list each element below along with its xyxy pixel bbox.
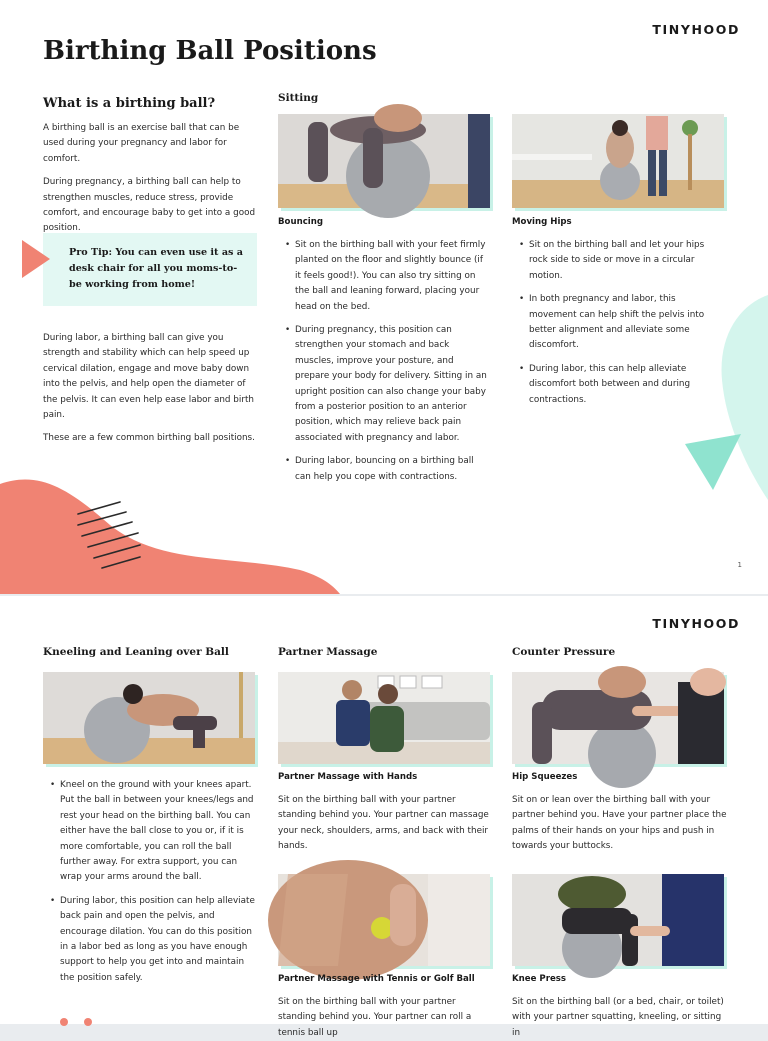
hip-squeezes-title: Hip Squeezes <box>512 772 578 782</box>
coral-accent-decoration <box>58 1016 98 1024</box>
massage-tennis-text: Sit on the birthing ball with your partner standing behind you. Your partner can roll a tennis ball up <box>278 997 472 1038</box>
hip-squeezes-photo <box>512 672 724 764</box>
pro-tip-box <box>43 233 257 306</box>
page-2 <box>0 596 768 1038</box>
sitting-bouncing-photo <box>278 114 490 208</box>
what-p1: A birthing ball is an exercise ball that can be used during your pregnancy and labor for comfort. <box>43 123 240 164</box>
moving-hips-list <box>512 238 724 416</box>
partner-massage-heading: Partner Massage <box>278 646 378 658</box>
bouncing-list <box>278 238 490 493</box>
bouncing-bullet: • During labor, bouncing on a birthing ball can help you cope with contractions. <box>278 454 490 485</box>
kneeling-heading: Kneeling and Leaning over Ball <box>43 646 229 658</box>
partner-massage-tennis-photo <box>278 874 490 966</box>
hatch-lines-decoration <box>74 500 144 572</box>
massage-hands-text: Sit on the birthing ball with your partner standing behind you. Your partner can massage your neck, shoulders, arms, and back with their hands. <box>278 795 489 852</box>
moving-hips-bullet: • Sit on the birthing ball and let your hips rock side to side or move in a circular motion. <box>512 238 724 284</box>
what-labor <box>43 331 259 455</box>
moving-hips-photo <box>512 114 724 208</box>
massage-tennis-title: Partner Massage with Tennis or Golf Ball <box>278 974 475 984</box>
bouncing-bullet: • During pregnancy, this position can strengthen your stomach and back muscles, improve your posture, and prepare your body for delivery. Sitting in an upright position can also change your baby from a posterior position to an anterior position, which may relieve back pain associated with pregnancy and labor. <box>278 323 490 446</box>
moving-hips-bullet: • In both pregnancy and labor, this movement can help shift the pelvis into better alignment and alleviate some discomfort. <box>512 292 724 354</box>
hip-squeezes-text: Sit on or lean over the birthing ball with your partner behind you. Have your partner place the palms of their hands on your hips and push in towards your buttocks. <box>512 795 727 852</box>
kneeling-list <box>43 778 259 994</box>
knee-press-title: Knee Press <box>512 974 567 984</box>
bouncing-heading: Bouncing <box>278 217 323 227</box>
what-p3: During labor, a birthing ball can give you strength and stability which can help speed up cervical dilation, engage and move baby down into the pelvis, and help open the diameter of the pelvis. It can even help ease labor and birth pain. <box>43 333 254 421</box>
what-heading: What is a birthing ball? <box>43 96 216 111</box>
partner-massage-hands-photo <box>278 672 490 764</box>
massage-hands-title: Partner Massage with Hands <box>278 772 418 782</box>
kneeling-bullet: • Kneel on the ground with your knees apart. Put the ball in between your knees/legs and rest your head on the birthing ball. You can either have the ball close to you or, if it is more comfortable, you can roll the ball further away. For extra support, you can wrap your arms around the ball. <box>43 778 259 886</box>
moving-hips-bullet: • During labor, this can help alleviate discomfort both between and during contractions. <box>512 362 724 408</box>
bouncing-bullet: • Sit on the birthing ball with your feet firmly planted on the floor and slightly bounce (if it feels good!). You can also try sitting on the ball and leaning forward, placing your head on the bed. <box>278 238 490 315</box>
page-number: 1 <box>737 561 742 569</box>
page-title: Birthing Ball Positions <box>43 36 377 66</box>
brand-logo: TINYHOOD <box>652 616 740 631</box>
brand-logo: TINYHOOD <box>652 22 740 37</box>
knee-press-text: Sit on the birthing ball (or a bed, chair, or toilet) with your partner squatting, kneeling, or sitting in <box>512 997 724 1038</box>
what-intro <box>43 121 259 245</box>
triangle-pointer-icon <box>22 240 52 278</box>
mint-triangle-decoration <box>685 434 743 492</box>
knee-press-photo <box>512 874 724 966</box>
what-p2: During pregnancy, a birthing ball can help to strengthen muscles, reduce stress, provide comfort, and encourage baby to get into a good position. <box>43 177 256 234</box>
what-p4: These are a few common birthing ball positions. <box>43 433 255 444</box>
moving-hips-heading: Moving Hips <box>512 217 572 227</box>
counter-pressure-heading: Counter Pressure <box>512 646 616 658</box>
sitting-heading: Sitting <box>278 92 319 104</box>
kneeling-photo <box>43 672 255 764</box>
kneeling-bullet: • During labor, this position can help alleviate back pain and open the pelvis, and encourage dilation. You can do this position in a labor bed as long as you have enough support to help you get into and maintain the position safely. <box>43 894 259 986</box>
pro-tip-text: Pro Tip: You can even use it as a desk chair for all you moms-to-be working from home! <box>69 247 243 290</box>
